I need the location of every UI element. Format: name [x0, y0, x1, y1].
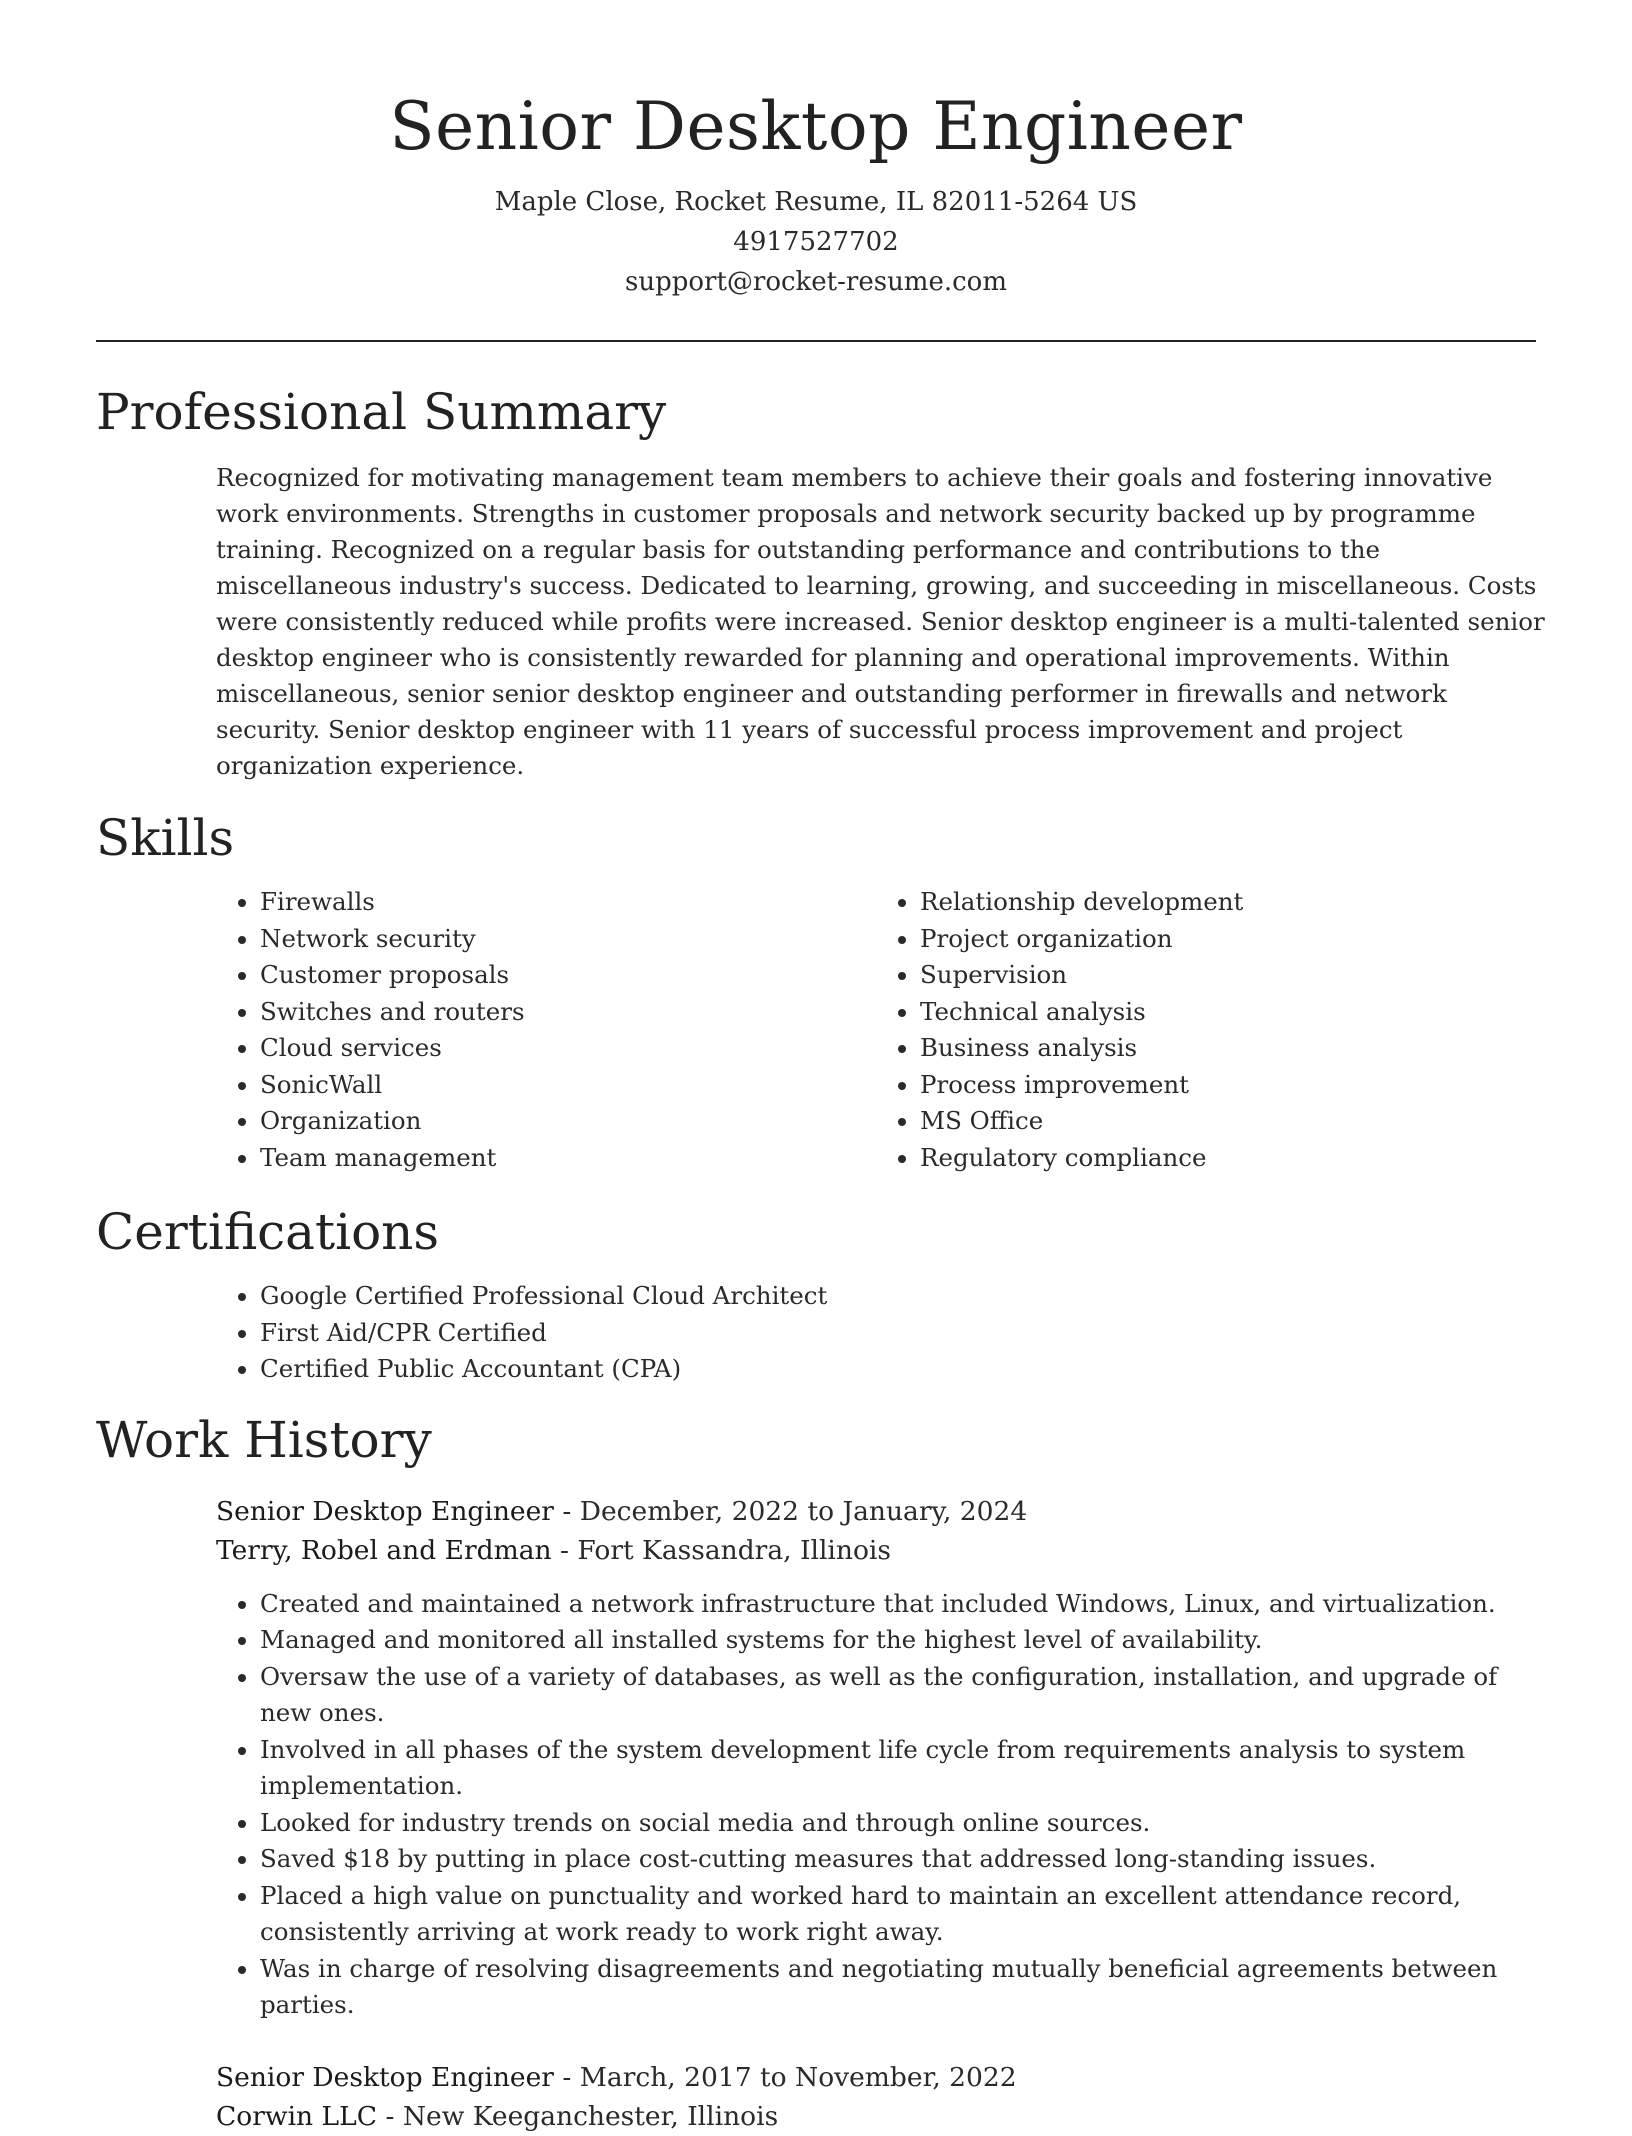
- job-company-line: [216, 1531, 1536, 1570]
- job-bullet: • Saved $18 by putting in place cost-cutting measures that addressed long-standing issues.: [260, 1841, 1550, 1878]
- job-bullet: • Managed and monitored all installed systems for the highest level of availability.: [260, 1622, 1550, 1659]
- skills-column-right: [876, 884, 1536, 1176]
- resume-page: [96, 0, 1545, 2136]
- skills-section: [96, 808, 1536, 1176]
- address: Maple Close, Rocket Resume, IL 82011-5264 US: [494, 187, 1138, 217]
- job-location: - New Keeganchester, Illinois: [377, 2100, 779, 2132]
- job-bullet: • Was in charge of resolving disagreements and negotiating mutually beneficial agreements between parties.: [260, 1951, 1550, 2024]
- job-bullet: • Looked for industry trends on social media and through online sources.: [260, 1805, 1550, 1842]
- job-title: Senior Desktop Engineer: [216, 2061, 554, 2093]
- job-title: Senior Desktop Engineer: [216, 1495, 554, 1527]
- certifications-section: [96, 1202, 1536, 1388]
- section-heading-summary: Professional Summary: [96, 383, 667, 441]
- header-divider: [96, 340, 1536, 342]
- skill-item: • Supervision: [920, 957, 1536, 994]
- job-company-line: [216, 2097, 1536, 2136]
- skill-item: • Technical analysis: [920, 994, 1536, 1031]
- phone-number: 4917527702: [733, 227, 899, 257]
- job-bullet: • Placed a high value on punctuality and worked hard to maintain an excellent attendance record, consistently arriving at work ready to work right away.: [260, 1878, 1550, 1951]
- skill-item: • SonicWall: [260, 1067, 876, 1104]
- certification-item: • Certified Public Accountant (CPA): [260, 1351, 1536, 1388]
- skill-item: • Relationship development: [920, 884, 1536, 921]
- skill-item: • Process improvement: [920, 1067, 1536, 1104]
- job-dates: - December, 2022 to January, 2024: [553, 1495, 1028, 1527]
- job-bullet: • Created and maintained a network infrastructure that included Windows, Linux, and virtualization.: [260, 1586, 1550, 1623]
- job-bullet: • Involved in all phases of the system development life cycle from requirements analysis to system implementation.: [260, 1732, 1550, 1805]
- job-company: Terry, Robel and Erdman: [216, 1534, 552, 1566]
- skill-item: • Organization: [260, 1103, 876, 1140]
- skill-item: • Project organization: [920, 921, 1536, 958]
- certifications-list: [216, 1278, 1536, 1388]
- skill-item: • MS Office: [920, 1103, 1536, 1140]
- skills-grid: [216, 884, 1536, 1176]
- job-bullet-list: [216, 1586, 1550, 2024]
- candidate-name: Senior Desktop Engineer: [389, 88, 1243, 165]
- job-company: Corwin LLC: [216, 2100, 378, 2132]
- job-dates: - March, 2017 to November, 2022: [553, 2061, 1017, 2093]
- contact-block: [96, 182, 1536, 302]
- skill-item: • Network security: [260, 921, 876, 958]
- skill-item: • Switches and routers: [260, 994, 876, 1031]
- job-bullet: • Oversaw the use of a variety of databases, as well as the configuration, installation, and upgrade of new ones.: [260, 1659, 1550, 1732]
- skills-column-left: [216, 884, 876, 1176]
- skill-item: • Business analysis: [920, 1030, 1536, 1067]
- skill-item: • Firewalls: [260, 884, 876, 921]
- job-title-line: [216, 2058, 1536, 2097]
- section-heading-work-history: Work History: [96, 1410, 432, 1469]
- resume-header: [96, 0, 1536, 342]
- section-heading-certifications: Certifications: [96, 1203, 440, 1261]
- email-address: support@rocket-resume.com: [624, 267, 1007, 297]
- skill-item: • Regulatory compliance: [920, 1140, 1536, 1177]
- certification-item: • Google Certified Professional Cloud Architect: [260, 1278, 1536, 1315]
- skill-item: • Customer proposals: [260, 957, 876, 994]
- professional-summary-section: [96, 382, 1545, 784]
- skill-item: • Team management: [260, 1140, 876, 1177]
- job-location: - Fort Kassandra, Illinois: [551, 1534, 891, 1566]
- work-history-section: [96, 1410, 1536, 2136]
- job-entry: [216, 2058, 1536, 2136]
- skill-item: • Cloud services: [260, 1030, 876, 1067]
- job-entry: [216, 1492, 1536, 2024]
- section-heading-skills: Skills: [96, 809, 235, 867]
- summary-paragraph: Recognized for motivating management team members to achieve their goals and fostering innovative work environments. Strengths in customer proposals and network security backed up by programme training. Recognized on a regular basis for outstanding performance and contributions to the miscellaneous industry's success. Dedicated to learning, growing, and succeeding in miscellaneous. Costs were consistently reduced while profits were increased. Senior desktop engineer is a multi-talented senior desktop engineer who is consistently rewarded for planning and operational improvements. Within miscellaneous, senior senior desktop engineer and outstanding performer in firewalls and network security. Senior desktop engineer with 11 years of successful process improvement and project organization experience.: [216, 463, 1545, 780]
- certification-item: • First Aid/CPR Certified: [260, 1315, 1536, 1352]
- job-title-line: [216, 1492, 1536, 1531]
- certifications-list-wrap: [216, 1278, 1536, 1388]
